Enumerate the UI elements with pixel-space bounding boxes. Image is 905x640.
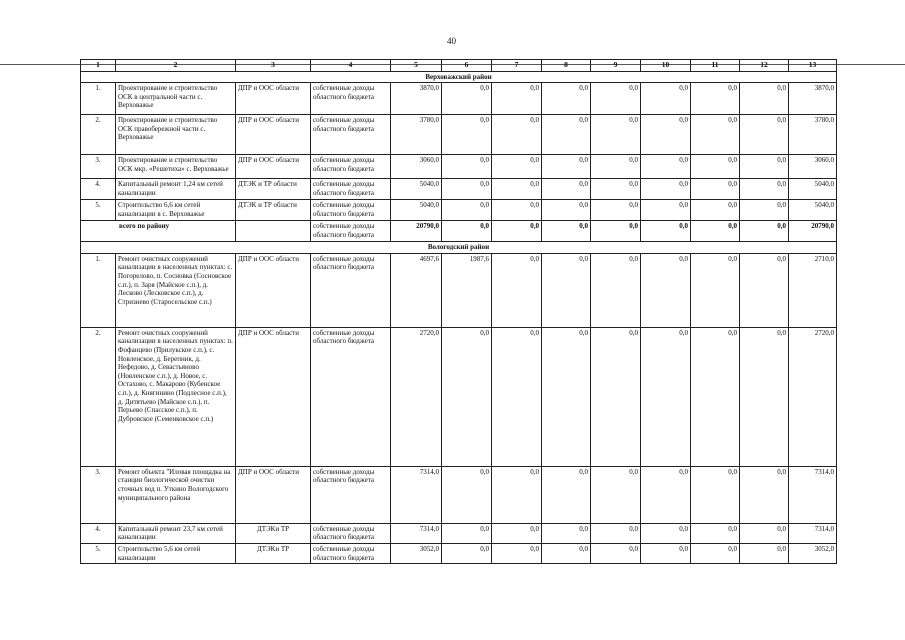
row-value: 2720,0 <box>789 327 837 466</box>
row-value: 0,0 <box>641 523 691 543</box>
row-number: 5. <box>81 200 116 221</box>
col-header: 3 <box>236 60 311 72</box>
row-value: 0,0 <box>641 253 691 327</box>
row-value: 5040,0 <box>789 179 837 200</box>
row-value: 0,0 <box>442 466 492 523</box>
row-number: 1. <box>81 253 116 327</box>
row-source: собственные доходы областного бюджета <box>311 253 391 327</box>
table-row <box>81 253 837 327</box>
total-row <box>81 221 837 242</box>
row-number: 3. <box>81 155 116 179</box>
row-value: 0,0 <box>492 523 542 543</box>
total-source: собственные доходы областного бюджета <box>311 221 391 242</box>
row-value: 0,0 <box>542 83 591 115</box>
row-value: 0,0 <box>591 466 641 523</box>
total-label: всего по району <box>81 221 236 242</box>
total-value: 0,0 <box>542 221 591 242</box>
row-value: 2720,0 <box>391 327 442 466</box>
row-value: 0,0 <box>641 179 691 200</box>
row-name: Ремонт объекта "Иловая площадка на станции биологической очистки сточных вод п. Уткино Вологодского муниципального района <box>116 466 236 523</box>
row-value: 7314,0 <box>789 523 837 543</box>
row-value: 0,0 <box>691 83 740 115</box>
row-value: 0,0 <box>740 327 789 466</box>
row-source: собственные доходы областного бюджета <box>311 543 391 563</box>
row-source: собственные доходы областного бюджета <box>311 466 391 523</box>
row-source: собственные доходы областного бюджета <box>311 200 391 221</box>
row-source: собственные доходы областного бюджета <box>311 115 391 155</box>
row-value: 3052,0 <box>391 543 442 563</box>
row-value: 0,0 <box>442 155 492 179</box>
row-value: 5040,0 <box>391 200 442 221</box>
row-value: 0,0 <box>542 523 591 543</box>
table-row <box>81 200 837 221</box>
total-value: 0,0 <box>442 221 492 242</box>
row-number: 3. <box>81 466 116 523</box>
row-executor: ДПР и ООС области <box>236 155 311 179</box>
row-value: 0,0 <box>691 115 740 155</box>
total-value: 0,0 <box>641 221 691 242</box>
row-value: 0,0 <box>691 179 740 200</box>
row-value: 0,0 <box>442 179 492 200</box>
row-value: 0,0 <box>442 327 492 466</box>
row-executor: ДТЭКи ТР <box>236 523 311 543</box>
row-value: 0,0 <box>740 179 789 200</box>
row-executor: ДПР и ООС области <box>236 327 311 466</box>
row-value: 0,0 <box>492 253 542 327</box>
page-number: 40 <box>447 36 456 46</box>
budget-table <box>80 59 837 564</box>
row-value: 0,0 <box>542 179 591 200</box>
row-number: 1. <box>81 83 116 115</box>
row-executor: ДТЭК и ТР области <box>236 200 311 221</box>
row-value: 0,0 <box>591 83 641 115</box>
row-value: 0,0 <box>591 253 641 327</box>
row-name: Проектирование и строительство ОСК в центральной части с. Верховажье <box>116 83 236 115</box>
col-header: 10 <box>641 60 691 72</box>
row-value: 0,0 <box>641 543 691 563</box>
total-value: 20790,0 <box>391 221 442 242</box>
row-value: 3052,0 <box>789 543 837 563</box>
row-value: 0,0 <box>740 543 789 563</box>
col-header: 4 <box>311 60 391 72</box>
row-name: Проектирование и строительство ОСК мкр. «Решетиха» с. Верховажье <box>116 155 236 179</box>
row-value: 5040,0 <box>391 179 442 200</box>
row-value: 0,0 <box>691 253 740 327</box>
row-executor: ДПР и ООС области <box>236 115 311 155</box>
table-row <box>81 327 837 466</box>
row-value: 0,0 <box>591 523 641 543</box>
row-value: 0,0 <box>542 253 591 327</box>
table-row <box>81 83 837 115</box>
row-name: Капитальный ремонт 1,24 км сетей канализации <box>116 179 236 200</box>
row-value: 7314,0 <box>391 466 442 523</box>
col-header: 13 <box>789 60 837 72</box>
row-source: собственные доходы областного бюджета <box>311 327 391 466</box>
row-executor: ДПР и ООС области <box>236 83 311 115</box>
col-header: 7 <box>492 60 542 72</box>
row-value: 0,0 <box>691 200 740 221</box>
row-value: 3870,0 <box>391 83 442 115</box>
row-value: 0,0 <box>740 83 789 115</box>
row-value: 0,0 <box>542 466 591 523</box>
row-value: 0,0 <box>641 155 691 179</box>
row-number: 4. <box>81 523 116 543</box>
row-name: Проектирование и строительство ОСК правобережной части с. Верховажье <box>116 115 236 155</box>
col-header: 9 <box>591 60 641 72</box>
row-name: Ремонт очистных сооружений канализации в населенных пунктах: п. Фофанцево (Прилукское с.п.), с. Новленское, д. Берепник, д. Нефедово, д. Севастьяново (Новленское с.п.), д. Новое, с. Остахово, с. Макарово (Кубенское с.п.), д. Княгинино (Подлесное с.п.), д. Дитятьево (Майское с.п.), п. Перьево (Спасское с.п.), п. Дубровское (Семенковское с.п.) <box>116 327 236 466</box>
row-value: 0,0 <box>492 83 542 115</box>
row-value: 0,0 <box>492 327 542 466</box>
row-value: 0,0 <box>591 200 641 221</box>
row-value: 0,0 <box>740 253 789 327</box>
row-value: 0,0 <box>492 115 542 155</box>
row-value: 0,0 <box>641 83 691 115</box>
row-value: 0,0 <box>591 543 641 563</box>
row-value: 3780,0 <box>391 115 442 155</box>
row-value: 0,0 <box>442 523 492 543</box>
row-value: 0,0 <box>442 115 492 155</box>
row-value: 5040,0 <box>789 200 837 221</box>
section-row <box>81 242 837 254</box>
row-executor: ДПР и ООС области <box>236 253 311 327</box>
row-value: 0,0 <box>691 543 740 563</box>
header-row <box>81 60 837 72</box>
total-executor <box>236 221 311 242</box>
row-value: 0,0 <box>691 327 740 466</box>
row-value: 0,0 <box>641 115 691 155</box>
row-value: 0,0 <box>492 466 542 523</box>
row-value: 7314,0 <box>391 523 442 543</box>
row-value: 0,0 <box>691 155 740 179</box>
row-value: 0,0 <box>591 115 641 155</box>
row-value: 0,0 <box>691 466 740 523</box>
row-value: 0,0 <box>442 543 492 563</box>
row-value: 0,0 <box>591 155 641 179</box>
row-value: 4697,6 <box>391 253 442 327</box>
col-header: 8 <box>542 60 591 72</box>
row-value: 3060,0 <box>789 155 837 179</box>
total-value: 0,0 <box>492 221 542 242</box>
total-value: 0,0 <box>740 221 789 242</box>
row-executor: ДТЭКи ТР <box>236 543 311 563</box>
row-value: 0,0 <box>740 523 789 543</box>
col-header: 2 <box>116 60 236 72</box>
row-value: 0,0 <box>740 200 789 221</box>
total-value: 20790,0 <box>789 221 837 242</box>
row-value: 3870,0 <box>789 83 837 115</box>
row-executor: ДТЭК и ТР области <box>236 179 311 200</box>
row-value: 0,0 <box>641 327 691 466</box>
col-header: 1 <box>81 60 116 72</box>
row-value: 0,0 <box>641 200 691 221</box>
row-name: Строительство 5,6 км сетей канализации <box>116 543 236 563</box>
row-value: 0,0 <box>591 179 641 200</box>
table-row <box>81 179 837 200</box>
row-value: 0,0 <box>591 327 641 466</box>
row-value: 0,0 <box>492 200 542 221</box>
row-value: 0,0 <box>442 200 492 221</box>
row-value: 3060,0 <box>391 155 442 179</box>
row-value: 0,0 <box>492 543 542 563</box>
row-value: 0,0 <box>740 155 789 179</box>
row-value: 0,0 <box>442 83 492 115</box>
row-value: 0,0 <box>641 466 691 523</box>
row-name: Капитальный ремонт 23,7 км сетей канализации <box>116 523 236 543</box>
row-number: 2. <box>81 327 116 466</box>
row-value: 2710,0 <box>789 253 837 327</box>
row-value: 0,0 <box>740 115 789 155</box>
row-value: 0,0 <box>740 466 789 523</box>
total-value: 0,0 <box>691 221 740 242</box>
row-value: 0,0 <box>542 115 591 155</box>
col-header: 11 <box>691 60 740 72</box>
section-title: Вологодский район <box>81 242 837 254</box>
row-value: 0,0 <box>492 179 542 200</box>
table-row <box>81 466 837 523</box>
row-source: собственные доходы областного бюджета <box>311 155 391 179</box>
col-header: 12 <box>740 60 789 72</box>
table-row <box>81 543 837 563</box>
row-value: 0,0 <box>542 155 591 179</box>
row-name: Ремонт очистных сооружений канализации в населенных пунктах: с. Погорелово, п. Сосновка (Сосновское с.п.), п. Заря (Майское с.п.), д. Лесково (Лесковское с.п.), д. Стризнево (Старосельское с.п.) <box>116 253 236 327</box>
row-number: 4. <box>81 179 116 200</box>
row-executor: ДПР и ООС области <box>236 466 311 523</box>
row-source: собственные доходы областного бюджета <box>311 83 391 115</box>
row-value: 0,0 <box>542 200 591 221</box>
row-source: собственные доходы областного бюджета <box>311 179 391 200</box>
row-value: 1987,6 <box>442 253 492 327</box>
row-name: Строительство 6,6 км сетей канализации в с. Верховажье <box>116 200 236 221</box>
row-value: 3780,0 <box>789 115 837 155</box>
row-value: 7314,0 <box>789 466 837 523</box>
row-value: 0,0 <box>542 543 591 563</box>
row-value: 0,0 <box>691 523 740 543</box>
row-value: 0,0 <box>542 327 591 466</box>
table-row <box>81 523 837 543</box>
col-header: 5 <box>391 60 442 72</box>
section-row <box>81 71 837 83</box>
row-source: собственные доходы областного бюджета <box>311 523 391 543</box>
total-value: 0,0 <box>591 221 641 242</box>
row-number: 5. <box>81 543 116 563</box>
section-title: Верховажский район <box>81 71 837 83</box>
row-number: 2. <box>81 115 116 155</box>
table-body <box>81 60 837 564</box>
col-header: 6 <box>442 60 492 72</box>
table-row <box>81 115 837 155</box>
table-row <box>81 155 837 179</box>
row-value: 0,0 <box>492 155 542 179</box>
